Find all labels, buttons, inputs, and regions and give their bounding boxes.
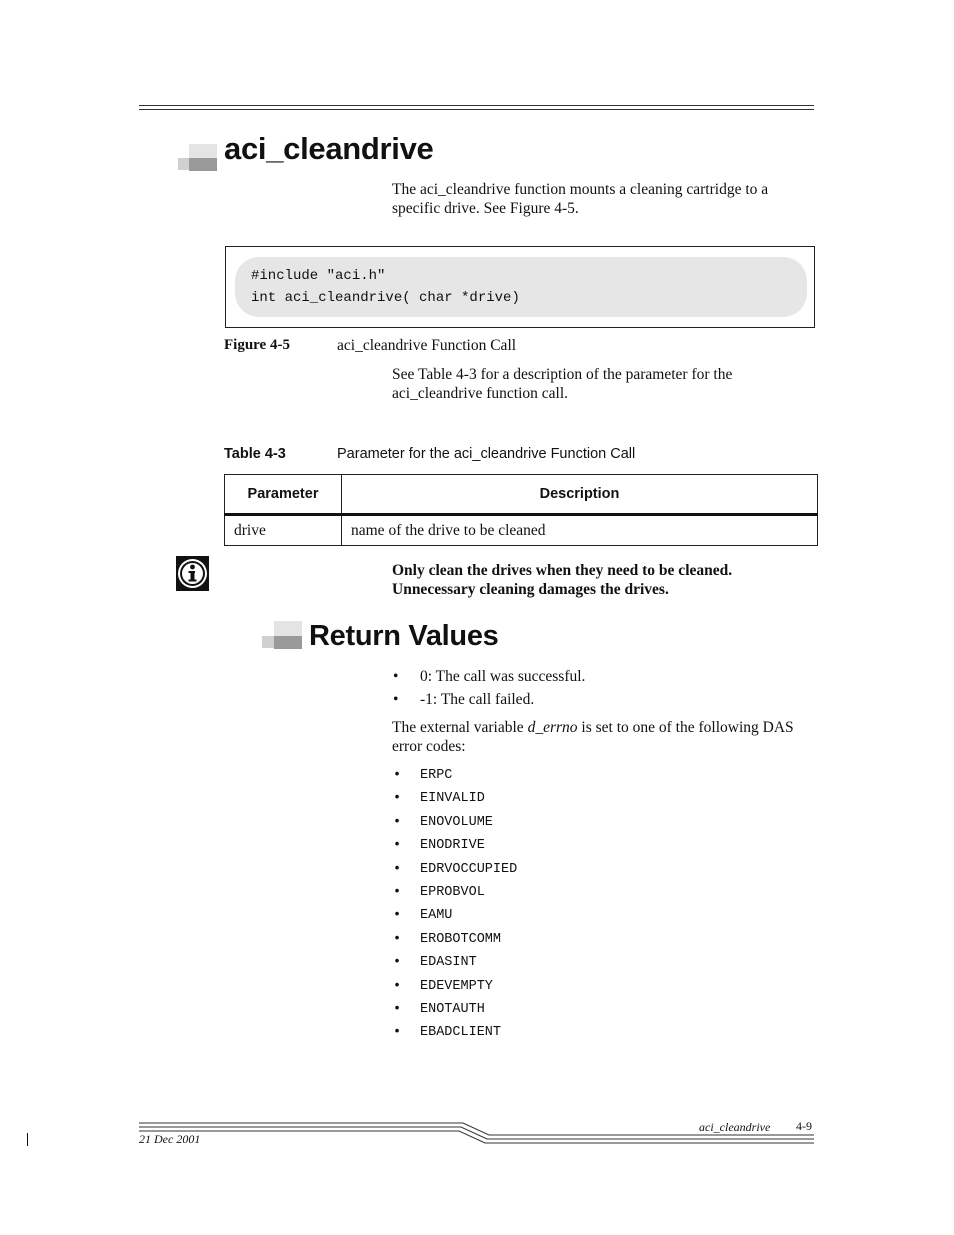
list-item: • ENOTAUTH (392, 1002, 517, 1025)
table-header-description: Description (342, 475, 818, 515)
list-item: • EROBOTCOMM (392, 932, 517, 955)
list-item: • ENOVOLUME (392, 815, 517, 838)
result-list (392, 667, 585, 713)
errno-paragraph (392, 718, 817, 756)
table-header-row (225, 475, 818, 515)
intro-paragraph: The aci_cleandrive function mounts a cleaning cartridge to a specific drive. See Figure 4-5. (392, 181, 769, 217)
code-background (235, 257, 807, 317)
table-header-parameter: Parameter (225, 475, 342, 515)
errno-variable: d_errno (527, 719, 578, 736)
table-cell-description: name of the drive to be cleaned (342, 515, 818, 546)
section-heading-return-values: Return Values (309, 620, 499, 652)
table-reference-paragraph: See Table 4-3 for a description of the parameter for the aci_cleandrive function call. (392, 366, 733, 402)
page-title: aci_cleandrive (224, 131, 434, 166)
figure-caption: aci_cleandrive Function Call (337, 337, 517, 354)
info-icon (176, 556, 209, 591)
error-code-list (392, 768, 517, 1049)
list-item: • ERPC (392, 768, 517, 791)
table-caption: Parameter for the aci_cleandrive Function Call (337, 446, 636, 462)
change-bar (27, 1133, 28, 1146)
footer-running-title: aci_cleandrive (699, 1120, 771, 1134)
list-item: • EDEVEMPTY (392, 979, 517, 1002)
footer-date: 21 Dec 2001 (139, 1132, 201, 1146)
figure-label: Figure 4-5 (224, 337, 290, 353)
list-item: • EINVALID (392, 791, 517, 814)
table-cell-parameter: drive (225, 515, 342, 546)
list-item: • EDASINT (392, 955, 517, 978)
table-row (225, 515, 818, 546)
header-rule-bottom (139, 109, 814, 110)
list-item: • 0: The call was successful. (392, 667, 585, 690)
header-rule-top (139, 105, 814, 106)
table-label: Table 4-3 (224, 446, 286, 462)
list-item: • EAMU (392, 908, 517, 931)
code-box (225, 246, 815, 328)
list-item: • ENODRIVE (392, 838, 517, 861)
list-item: • EDRVOCCUPIED (392, 862, 517, 885)
errno-text-after: is set to one of the following DAS error codes: (392, 719, 794, 755)
parameter-table (224, 474, 818, 546)
list-item: • EBADCLIENT (392, 1025, 517, 1048)
errno-text-before: The external variable (392, 719, 528, 736)
code-line-include: #include "aci.h" (251, 268, 386, 284)
note-text: Only clean the drives when they need to be cleaned. Unnecessary cleaning damages the drives. (392, 562, 733, 598)
list-item: • -1: The call failed. (392, 690, 585, 713)
list-item: • EPROBVOL (392, 885, 517, 908)
footer-page-number: 4-9 (796, 1119, 812, 1133)
code-line-signature: int aci_cleandrive( char *drive) (251, 290, 520, 306)
